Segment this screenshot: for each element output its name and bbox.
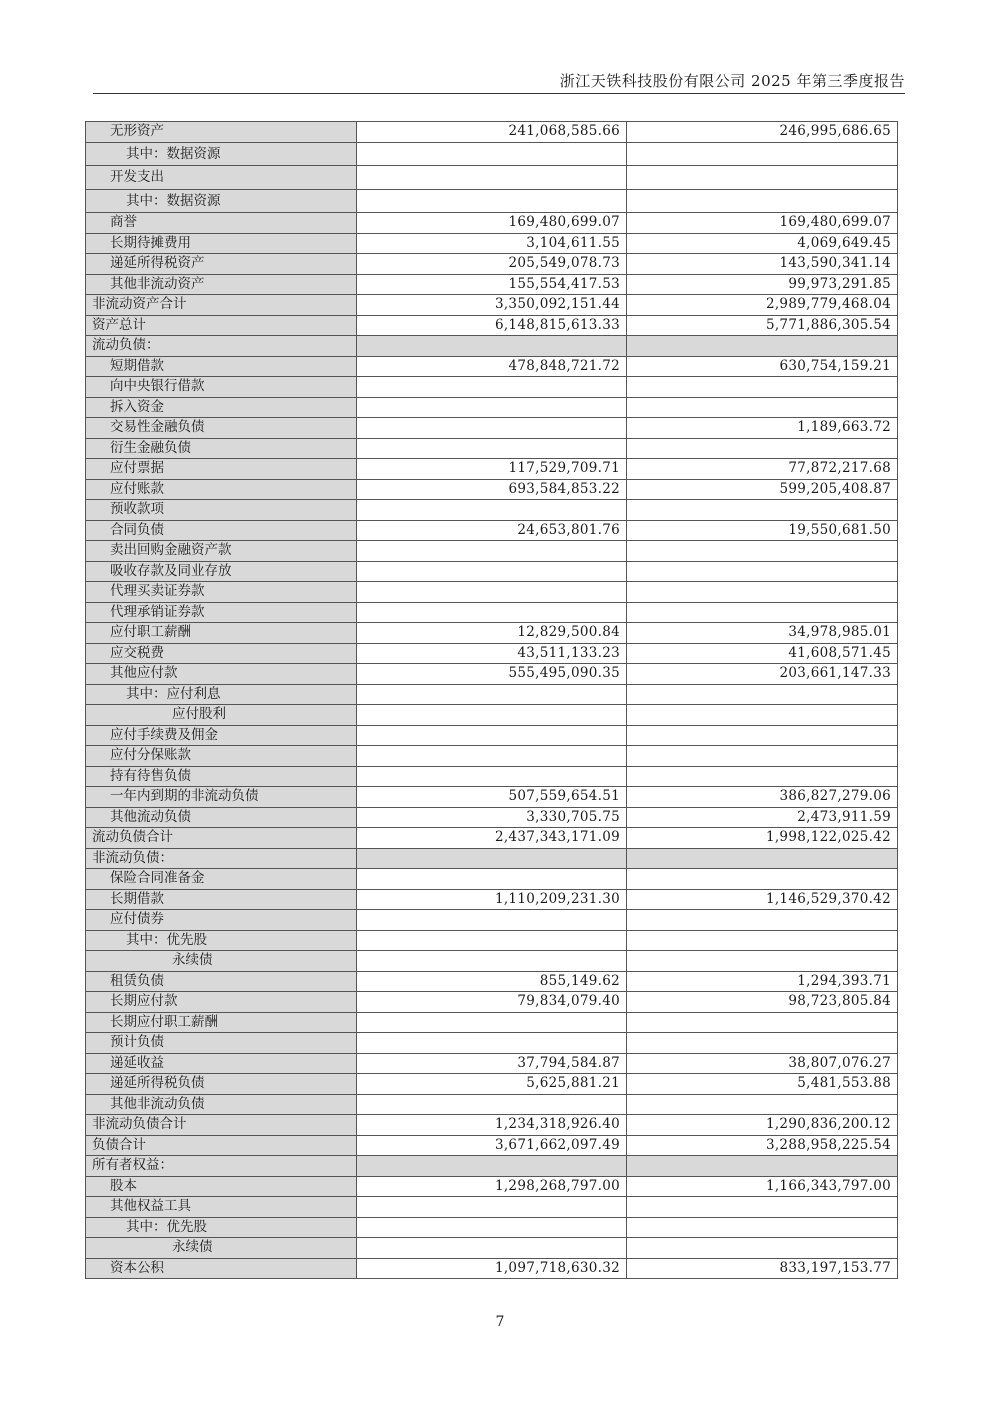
period-end-value: 3,104,611.55 (357, 233, 627, 254)
table-row (86, 1197, 898, 1218)
period-end-value: 1,110,209,231.30 (357, 889, 627, 910)
row-label: 租赁负债 (86, 971, 357, 992)
table-row (86, 541, 898, 562)
table-row (86, 1238, 898, 1259)
period-end-value: 24,653,801.76 (357, 520, 627, 541)
table-row (86, 1094, 898, 1115)
row-label: 其他权益工具 (86, 1197, 357, 1218)
table-row (86, 828, 898, 849)
year-start-value (627, 930, 898, 951)
period-end-value: 2,437,343,171.09 (357, 828, 627, 849)
period-end-value (357, 848, 627, 869)
row-label: 开发支出 (86, 166, 357, 190)
row-label: 非流动负债： (86, 848, 357, 869)
period-end-value (357, 142, 627, 166)
period-end-value: 37,794,584.87 (357, 1053, 627, 1074)
row-label: 非流动资产合计 (86, 295, 357, 316)
table-row (86, 418, 898, 439)
period-end-value (357, 541, 627, 562)
year-start-value: 4,069,649.45 (627, 233, 898, 254)
year-start-value: 599,205,408.87 (627, 479, 898, 500)
table-row (86, 254, 898, 275)
table-row (86, 142, 898, 166)
period-end-value (357, 725, 627, 746)
table-row (86, 930, 898, 951)
period-end-value (357, 377, 627, 398)
header-divider (93, 93, 905, 94)
year-start-value (627, 1238, 898, 1259)
year-start-value (627, 1094, 898, 1115)
period-end-value (357, 1012, 627, 1033)
table-row (86, 746, 898, 767)
period-end-value: 5,625,881.21 (357, 1074, 627, 1095)
year-start-value (627, 1217, 898, 1238)
period-end-value: 478,848,721.72 (357, 356, 627, 377)
year-start-value: 246,995,686.65 (627, 122, 898, 143)
table-row (86, 725, 898, 746)
row-label: 代理承销证券款 (86, 602, 357, 623)
year-start-value (627, 189, 898, 213)
row-label: 应交税费 (86, 643, 357, 664)
year-start-value: 143,590,341.14 (627, 254, 898, 275)
table-row (86, 1217, 898, 1238)
row-label: 资本公积 (86, 1258, 357, 1279)
page-number: 7 (495, 1314, 505, 1330)
year-start-value (627, 951, 898, 972)
balance-sheet-body (86, 122, 898, 1279)
period-end-value: 43,511,133.23 (357, 643, 627, 664)
row-label: 一年内到期的非流动负债 (86, 787, 357, 808)
table-row (86, 377, 898, 398)
table-row (86, 438, 898, 459)
table-row (86, 1156, 898, 1177)
table-row (86, 992, 898, 1013)
year-start-value: 386,827,279.06 (627, 787, 898, 808)
year-start-value: 98,723,805.84 (627, 992, 898, 1013)
period-end-value: 1,234,318,926.40 (357, 1115, 627, 1136)
table-row (86, 1258, 898, 1279)
table-row (86, 971, 898, 992)
table-row (86, 684, 898, 705)
table-row (86, 643, 898, 664)
year-start-value: 169,480,699.07 (627, 213, 898, 234)
table-row (86, 582, 898, 603)
table-row (86, 889, 898, 910)
table-row (86, 951, 898, 972)
row-label: 递延所得税资产 (86, 254, 357, 275)
period-end-value (357, 1217, 627, 1238)
period-end-value: 169,480,699.07 (357, 213, 627, 234)
table-row (86, 664, 898, 685)
table-row (86, 1135, 898, 1156)
table-row (86, 479, 898, 500)
table-row (86, 1115, 898, 1136)
period-end-value (357, 1094, 627, 1115)
table-row (86, 295, 898, 316)
row-label: 商誉 (86, 213, 357, 234)
row-label: 其中：优先股 (86, 930, 357, 951)
year-start-value (627, 561, 898, 582)
period-end-value (357, 1033, 627, 1054)
year-start-value: 38,807,076.27 (627, 1053, 898, 1074)
year-start-value: 1,290,836,200.12 (627, 1115, 898, 1136)
year-start-value: 2,989,779,468.04 (627, 295, 898, 316)
period-end-value (357, 1197, 627, 1218)
period-end-value: 205,549,078.73 (357, 254, 627, 275)
row-label: 长期待摊费用 (86, 233, 357, 254)
table-row (86, 336, 898, 357)
year-start-value: 203,661,147.33 (627, 664, 898, 685)
table-row (86, 315, 898, 336)
year-start-value (627, 336, 898, 357)
year-start-value (627, 684, 898, 705)
row-label: 应付手续费及佣金 (86, 725, 357, 746)
row-label: 资产总计 (86, 315, 357, 336)
period-end-value (357, 684, 627, 705)
year-start-value (627, 766, 898, 787)
period-end-value: 1,298,268,797.00 (357, 1176, 627, 1197)
year-start-value: 5,771,886,305.54 (627, 315, 898, 336)
balance-sheet-table (85, 121, 898, 1279)
year-start-value: 2,473,911.59 (627, 807, 898, 828)
period-end-value (357, 418, 627, 439)
row-label: 递延所得税负债 (86, 1074, 357, 1095)
period-end-value (357, 602, 627, 623)
year-start-value (627, 142, 898, 166)
row-label: 拆入资金 (86, 397, 357, 418)
year-start-value: 833,197,153.77 (627, 1258, 898, 1279)
row-label: 向中央银行借款 (86, 377, 357, 398)
table-row (86, 189, 898, 213)
period-end-value (357, 500, 627, 521)
period-end-value (357, 438, 627, 459)
year-start-value (627, 1012, 898, 1033)
year-start-value: 19,550,681.50 (627, 520, 898, 541)
row-label: 长期借款 (86, 889, 357, 910)
table-row (86, 213, 898, 234)
table-row (86, 848, 898, 869)
table-row (86, 705, 898, 726)
table-row (86, 602, 898, 623)
row-label: 永续债 (86, 951, 357, 972)
row-label: 吸收存款及同业存放 (86, 561, 357, 582)
table-row (86, 122, 898, 143)
row-label: 非流动负债合计 (86, 1115, 357, 1136)
row-label: 合同负债 (86, 520, 357, 541)
period-end-value (357, 189, 627, 213)
year-start-value: 1,146,529,370.42 (627, 889, 898, 910)
period-end-value (357, 930, 627, 951)
row-label: 卖出回购金融资产款 (86, 541, 357, 562)
table-row (86, 166, 898, 190)
period-end-value (357, 951, 627, 972)
row-label: 其他非流动负债 (86, 1094, 357, 1115)
row-label: 其他流动负债 (86, 807, 357, 828)
table-row (86, 807, 898, 828)
row-label: 短期借款 (86, 356, 357, 377)
period-end-value: 3,350,092,151.44 (357, 295, 627, 316)
row-label: 股本 (86, 1176, 357, 1197)
period-end-value: 6,148,815,613.33 (357, 315, 627, 336)
table-row (86, 274, 898, 295)
row-label: 代理买卖证券款 (86, 582, 357, 603)
row-label: 其他应付款 (86, 664, 357, 685)
row-label: 长期应付职工薪酬 (86, 1012, 357, 1033)
period-end-value (357, 1156, 627, 1177)
table-row (86, 520, 898, 541)
row-label: 无形资产 (86, 122, 357, 143)
table-row (86, 1033, 898, 1054)
period-end-value (357, 746, 627, 767)
year-start-value (627, 602, 898, 623)
row-label: 流动负债： (86, 336, 357, 357)
table-row (86, 1176, 898, 1197)
row-label: 应付职工薪酬 (86, 623, 357, 644)
row-label: 递延收益 (86, 1053, 357, 1074)
row-label: 其他非流动资产 (86, 274, 357, 295)
table-row (86, 1074, 898, 1095)
year-start-value: 3,288,958,225.54 (627, 1135, 898, 1156)
year-start-value (627, 541, 898, 562)
period-end-value: 855,149.62 (357, 971, 627, 992)
row-label: 所有者权益： (86, 1156, 357, 1177)
year-start-value (627, 397, 898, 418)
period-end-value (357, 705, 627, 726)
row-label: 其中：优先股 (86, 1217, 357, 1238)
row-label: 应付股利 (86, 705, 357, 726)
table-row (86, 500, 898, 521)
period-end-value (357, 166, 627, 190)
year-start-value: 41,608,571.45 (627, 643, 898, 664)
table-row (86, 910, 898, 931)
period-end-value (357, 1238, 627, 1259)
year-start-value: 630,754,159.21 (627, 356, 898, 377)
row-label: 其中：应付利息 (86, 684, 357, 705)
year-start-value: 77,872,217.68 (627, 459, 898, 480)
table-row (86, 1012, 898, 1033)
row-label: 长期应付款 (86, 992, 357, 1013)
table-row (86, 766, 898, 787)
row-label: 其中：数据资源 (86, 142, 357, 166)
row-label: 负债合计 (86, 1135, 357, 1156)
period-end-value (357, 561, 627, 582)
period-end-value (357, 910, 627, 931)
row-label: 其中：数据资源 (86, 189, 357, 213)
row-label: 应付账款 (86, 479, 357, 500)
period-end-value (357, 336, 627, 357)
year-start-value: 1,294,393.71 (627, 971, 898, 992)
year-start-value (627, 705, 898, 726)
period-end-value: 3,671,662,097.49 (357, 1135, 627, 1156)
period-end-value: 12,829,500.84 (357, 623, 627, 644)
year-start-value: 5,481,553.88 (627, 1074, 898, 1095)
period-end-value: 155,554,417.53 (357, 274, 627, 295)
table-row (86, 1053, 898, 1074)
year-start-value: 99,973,291.85 (627, 274, 898, 295)
year-start-value (627, 869, 898, 890)
period-end-value (357, 766, 627, 787)
table-row (86, 561, 898, 582)
period-end-value (357, 582, 627, 603)
year-start-value (627, 1197, 898, 1218)
year-start-value (627, 582, 898, 603)
table-row (86, 397, 898, 418)
year-start-value: 1,998,122,025.42 (627, 828, 898, 849)
row-label: 持有待售负债 (86, 766, 357, 787)
period-end-value: 1,097,718,630.32 (357, 1258, 627, 1279)
period-end-value: 3,330,705.75 (357, 807, 627, 828)
period-end-value: 241,068,585.66 (357, 122, 627, 143)
year-start-value (627, 746, 898, 767)
table-row (86, 787, 898, 808)
period-end-value (357, 869, 627, 890)
row-label: 流动负债合计 (86, 828, 357, 849)
row-label: 交易性金融负债 (86, 418, 357, 439)
table-row (86, 459, 898, 480)
period-end-value (357, 397, 627, 418)
year-start-value (627, 1033, 898, 1054)
row-label: 永续债 (86, 1238, 357, 1259)
year-start-value (627, 166, 898, 190)
year-start-value (627, 848, 898, 869)
row-label: 保险合同准备金 (86, 869, 357, 890)
year-start-value: 1,189,663.72 (627, 418, 898, 439)
row-label: 应付债券 (86, 910, 357, 931)
row-label: 应付分保账款 (86, 746, 357, 767)
period-end-value: 79,834,079.40 (357, 992, 627, 1013)
row-label: 应付票据 (86, 459, 357, 480)
period-end-value: 693,584,853.22 (357, 479, 627, 500)
row-label: 预计负债 (86, 1033, 357, 1054)
year-start-value (627, 377, 898, 398)
year-start-value (627, 500, 898, 521)
table-row (86, 623, 898, 644)
report-header-title: 浙江天铁科技股份有限公司 2025 年第三季度报告 (559, 72, 905, 90)
period-end-value: 555,495,090.35 (357, 664, 627, 685)
year-start-value (627, 438, 898, 459)
period-end-value: 117,529,709.71 (357, 459, 627, 480)
row-label: 预收款项 (86, 500, 357, 521)
year-start-value (627, 910, 898, 931)
year-start-value: 1,166,343,797.00 (627, 1176, 898, 1197)
table-row (86, 233, 898, 254)
year-start-value (627, 725, 898, 746)
period-end-value: 507,559,654.51 (357, 787, 627, 808)
table-row (86, 356, 898, 377)
year-start-value (627, 1156, 898, 1177)
table-row (86, 869, 898, 890)
year-start-value: 34,978,985.01 (627, 623, 898, 644)
row-label: 衍生金融负债 (86, 438, 357, 459)
